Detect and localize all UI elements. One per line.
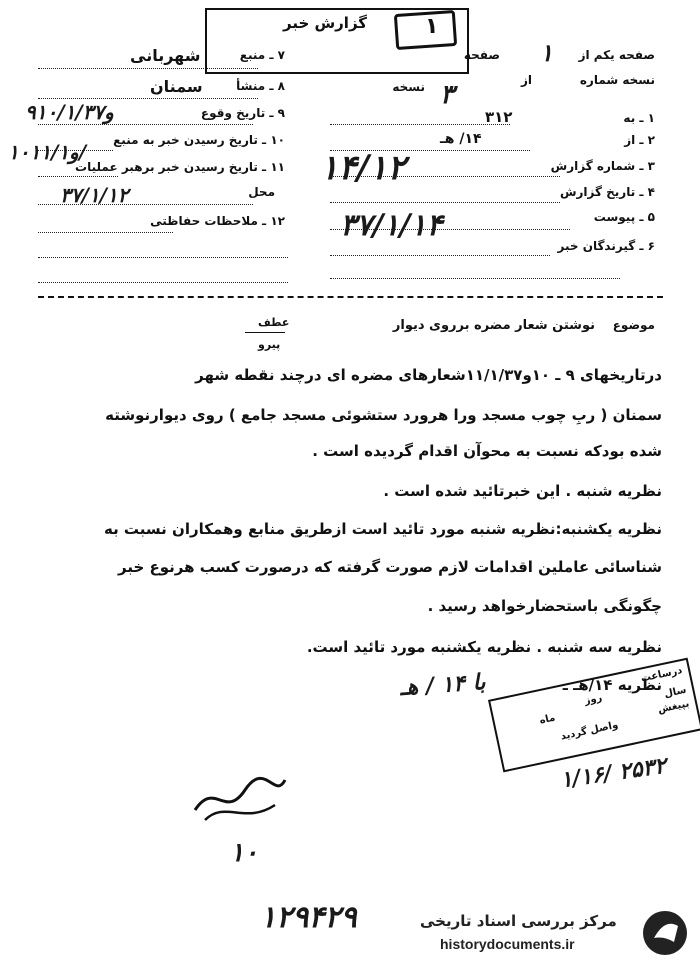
copy-number-label: نسخه شماره xyxy=(579,73,655,87)
field-event-date-value: ۹و۱۰/۱/۳۷ xyxy=(25,100,114,124)
subject-text: نوشتن شعار مضره برروی دیوار xyxy=(392,318,595,333)
field-ops-received-label: ۱۱ ـ تاریخ رسیدن خبر برهبر عملیات xyxy=(75,160,285,174)
left-dotted-line xyxy=(38,257,288,258)
field-event-date-label: ۹ ـ تاریخ وقوع xyxy=(200,106,285,120)
attachment-label: ۵ ـ پیوست xyxy=(593,210,655,224)
body-line: نظریه ۱۴/هـ ـ xyxy=(562,676,662,694)
right-dotted-line xyxy=(330,202,560,203)
bottom-signature-icon xyxy=(185,770,295,830)
field-to-value: ۳۱۲ xyxy=(485,108,513,126)
field-source-label: ۷ ـ منبع xyxy=(239,48,285,62)
stamp-received-label: واصل گردید xyxy=(559,719,620,743)
left-dotted-line xyxy=(38,204,253,205)
right-dotted-line xyxy=(330,255,550,256)
report-title: گزارش خبر xyxy=(282,14,368,32)
field-from-value: ۱۴/ هـ xyxy=(440,131,482,147)
archive-number: ۱۲۹۴۲۹ xyxy=(260,900,357,935)
reference-top: عطف xyxy=(258,316,290,329)
body-line: چگونگی باستحضارخواهد رسید . xyxy=(427,597,662,615)
right-dotted-line xyxy=(330,278,620,279)
body-line: سمنان ( ربِ چوب مسجد ورا هرورد ستشوئی مسجد جامع ) روی دیوارنوشته xyxy=(105,406,662,424)
left-dotted-line xyxy=(38,98,258,99)
left-dotted-line xyxy=(38,124,253,125)
body-line: شناسائی عاملین اقدامات لازم صورت گرفته که درصورت کسب هرنوع خبر xyxy=(118,558,662,576)
title-stamp-number: ۱ xyxy=(425,14,439,39)
watermark-name: مرکز بررسی اسناد تاریخی xyxy=(420,912,617,930)
stamp-day-label: روز xyxy=(583,692,604,707)
body-line: نظریه شنبه . این خبرتائید شده است . xyxy=(383,482,662,500)
received-stamp xyxy=(488,658,700,773)
handwritten-signature-middle: با ۱۴ / هـ xyxy=(399,669,487,701)
field-security-notes-label: ۱۲ ـ ملاحظات حفاظتی xyxy=(150,214,285,228)
handwritten-report-date: ۳۷/۱/۱۴ xyxy=(340,208,443,243)
stamp-message-label: بپیغش xyxy=(657,698,691,716)
field-origin-value: سمنان xyxy=(150,77,203,96)
reference-divider xyxy=(245,332,285,333)
copy-of-label: از xyxy=(520,73,532,87)
stamp-date: ۱/۱۶/ ۲۵۳۲ xyxy=(558,752,668,794)
field-source-value: شهربانی xyxy=(130,46,201,65)
field-source-received-value: ۱۰و۱۱/۱/ xyxy=(8,140,86,164)
subject-label: موضوع xyxy=(612,318,655,332)
right-dotted-line xyxy=(330,124,510,125)
page-suffix: صفحه xyxy=(463,48,500,62)
left-dotted-line xyxy=(38,68,258,69)
header-separator xyxy=(38,296,663,298)
body-line: نظریه سه شنبه . نظریه یکشنبه مورد تائید است. xyxy=(306,638,662,656)
field-place-value: ۳۷/۱/۱۲ xyxy=(60,183,129,207)
body-line: شده بودکه نسبت به محوآن اقدام گردیده است . xyxy=(312,442,662,460)
reference-bottom: پیرو xyxy=(258,338,281,351)
handwritten-report-number: ۱۴/۱۲ xyxy=(320,148,406,188)
page-value: ۱ xyxy=(540,38,553,67)
field-to-label: ۱ ـ به xyxy=(623,111,655,125)
left-dotted-line xyxy=(38,150,113,151)
left-dotted-line xyxy=(38,232,173,233)
archive-logo-icon xyxy=(640,908,690,958)
stamp-year-label: سال xyxy=(663,684,688,701)
copy-total-label: نسخه xyxy=(392,80,425,94)
recipients-label: ۶ ـ گیرندگان خبر xyxy=(557,239,655,253)
stamp-hour-label: درساعت xyxy=(639,665,684,685)
field-source-received-label: ۱۰ ـ تاریخ رسیدن خبر به منبع xyxy=(113,133,285,147)
field-from-label: ۲ ـ از xyxy=(624,133,655,147)
left-dotted-line xyxy=(38,282,288,283)
page-of-label: صفحه یکم از xyxy=(578,48,655,62)
report-date-label: ۴ ـ تاریخ گزارش xyxy=(559,185,655,199)
field-origin-label: ۸ ـ منشأ xyxy=(236,79,285,93)
watermark-url: historydocuments.ir xyxy=(440,936,575,952)
body-line: نظریه یکشنبه:نظریه شنبه مورد تائید است ازطریق منابع وهمکاران نسبت به xyxy=(103,520,662,538)
stamp-month-label: ماه xyxy=(538,712,557,727)
report-number-label: ۳ ـ شماره گزارش xyxy=(550,159,655,173)
field-place-label: محل xyxy=(248,185,275,199)
body-line: درتاریخهای ۹ ـ ۱۰و۱۱/۱/۳۷شعارهای مضره ای درچند نقطه شهر xyxy=(195,366,662,384)
copy-number-value: ۳ xyxy=(440,80,454,110)
left-dotted-line xyxy=(38,176,118,177)
handwritten-note-bottom: ۱۰ xyxy=(230,838,258,868)
